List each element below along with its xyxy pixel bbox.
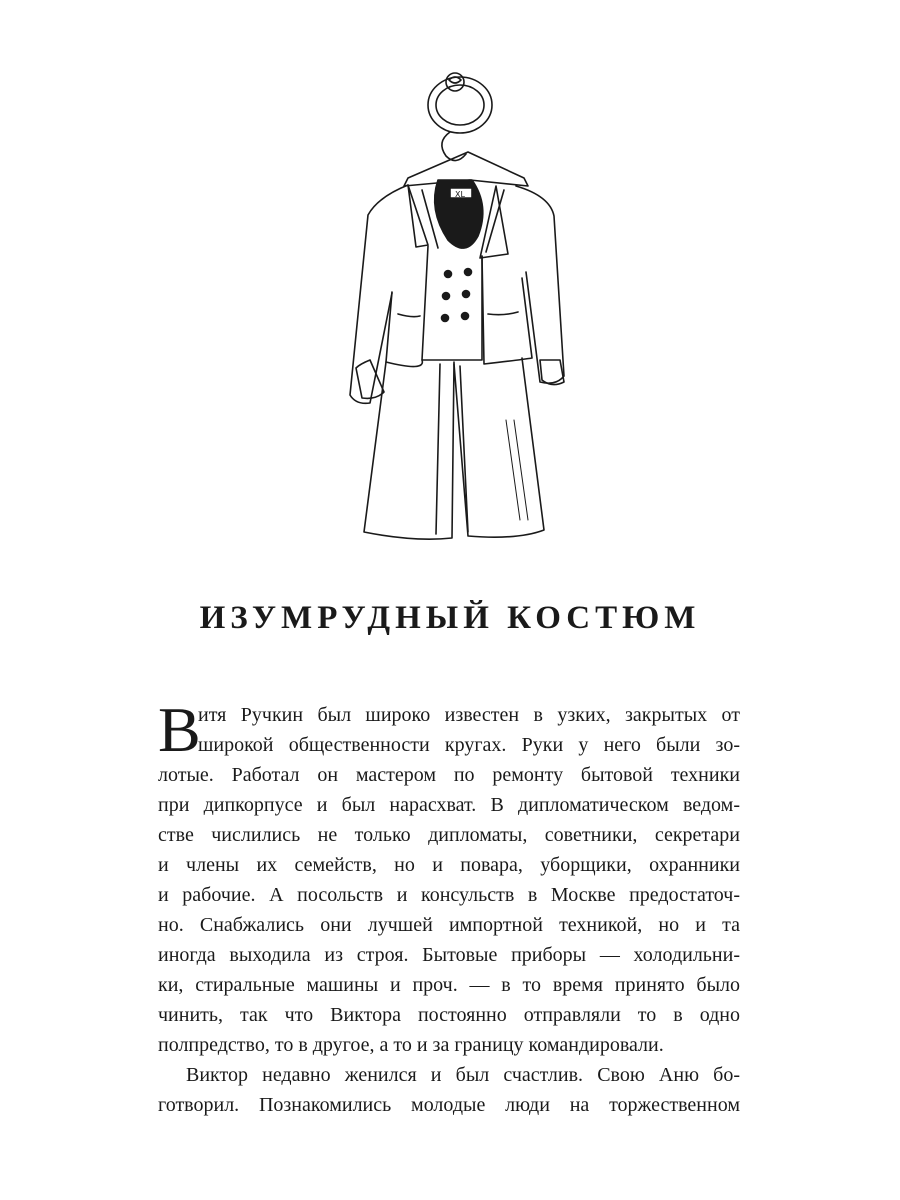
chapter-title: ИЗУМРУДНЫЙ КОСТЮМ	[199, 600, 701, 636]
drop-cap: В	[158, 694, 201, 765]
coat-on-hanger-sketch-icon	[300, 60, 600, 570]
body-text	[158, 694, 740, 1120]
text-line: и рабочие. А посольств и консульств в Москве предостаточ-	[158, 884, 740, 906]
text-line: и члены их семейств, но и повара, уборщики, охранники	[158, 854, 740, 876]
text-line: полпредство, то в другое, а то и за границу командировали.	[158, 1034, 664, 1056]
text-line: но. Снабжались они лучшей импортной техникой, но и та	[158, 914, 740, 936]
text-line: при дипкорпусе и был нарасхват. В дипломатическом ведом-	[158, 794, 740, 816]
text-line: лотые. Работал он мастером по ремонту бытовой техники	[158, 764, 740, 786]
text-line: ки, стиральные машины и проч. — в то время принято было	[158, 974, 740, 996]
text-line: иногда выходила из строя. Бытовые приборы — холодильни-	[158, 944, 740, 966]
text-line: чинить, так что Виктора постоянно отправляли то в одно	[158, 1004, 740, 1026]
text-line: Виктор недавно женился и был счастлив. Свою Аню бо-	[186, 1064, 740, 1086]
hanger-size-label: XL	[455, 190, 465, 199]
coat-illustration	[300, 60, 600, 570]
text-line: итя Ручкин был широко известен в узких, закрытых от	[198, 704, 740, 726]
text-line: готворил. Познакомились молодые люди на торжественном	[158, 1094, 740, 1116]
text-line: стве числились не только дипломаты, советники, секретари	[158, 824, 740, 846]
text-line: широкой общественности кругах. Руки у него были зо-	[198, 734, 740, 756]
